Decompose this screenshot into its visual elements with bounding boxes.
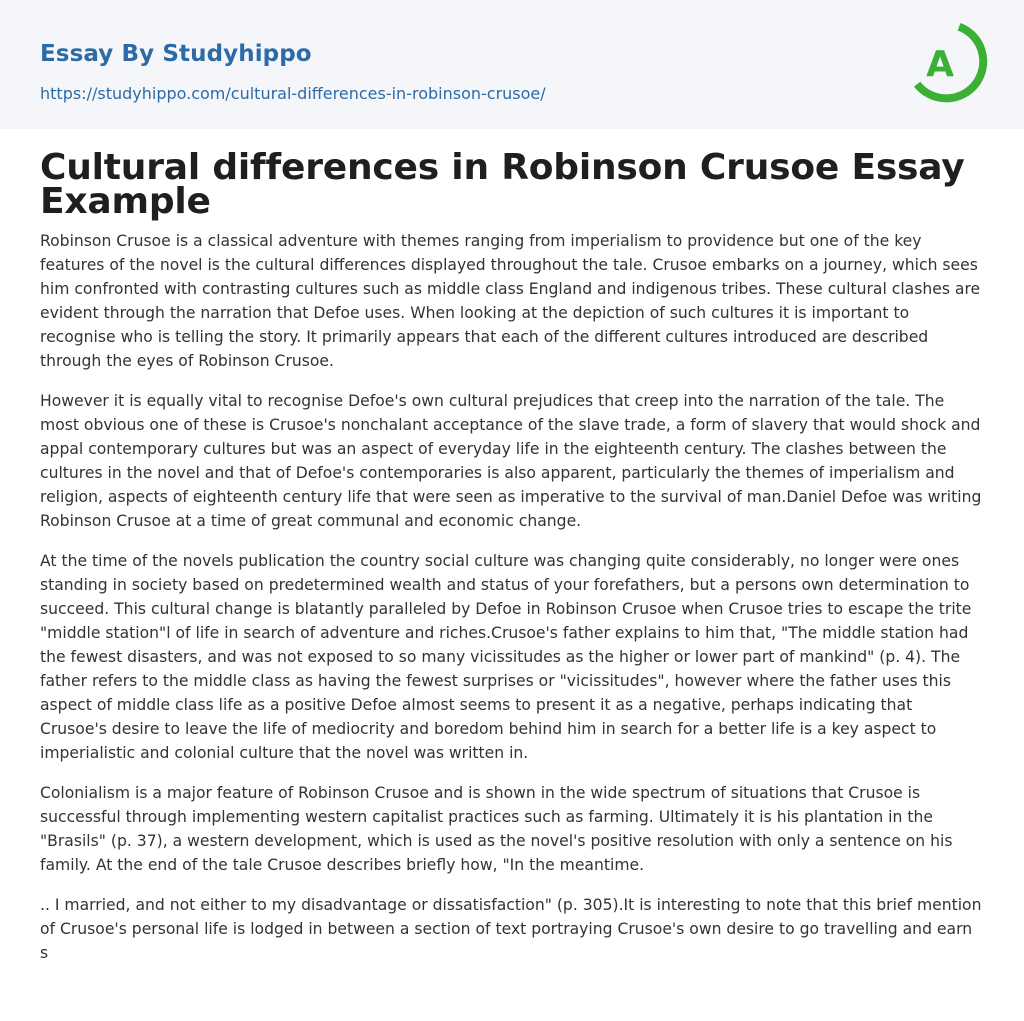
brand-title[interactable]: Essay By Studyhippo <box>40 41 312 67</box>
article-paragraph: Colonialism is a major feature of Robinson Crusoe and is shown in the wide spectrum of situations that Crusoe is successful through implementing western capitalist practices such as farming. Ultimately it is his plantation in the "Brasils" (p. 37), a western development, which is used as the novel's positive resolution with only a sentence on his family. At the end of the tale Crusoe describes briefly how, "In the meantime. <box>40 784 953 874</box>
page-title: Cultural differences in Robinson Crusoe Essay Example <box>40 147 965 222</box>
logo-letter: A <box>926 44 954 85</box>
article-paragraph: Robinson Crusoe is a classical adventure with themes ranging from imperialism to providence but one of the key features of the novel is the cultural differences displayed throughout the tale. Crusoe embarks on a journey, which sees him confronted with contrasting cultures such as middle class England and indigenous tribes. These cultural clashes are evident through the narration that Defoe uses. When looking at the depiction of such cultures it is important to recognise who is telling the story. It primarily appears that each of the different cultures introduced are described through the eyes of Robinson Crusoe. <box>40 232 981 370</box>
article-paragraph: At the time of the novels publication the country social culture was changing quite considerably, no longer were ones standing in society based on predetermined wealth and status of your forefathers, but a persons own determination to succeed. This cultural change is blatantly paralleled by Defoe in Robinson Crusoe when Crusoe tries to escape the trite "middle station"l of life in search of adventure and riches.Crusoe's father explains to him that, "The middle station had the fewest disasters, and was not exposed to so many vicissitudes as the higher or lower part of mankind" (p. 4). The father refers to the middle class as having the fewest surprises or "vicissitudes", however where the father uses this aspect of middle class life as a positive Defoe almost seems to present it as a negative, perhaps indicating that Crusoe's desire to leave the life of mediocrity and boredom behind him in search for a better life is a key aspect to imperialistic and colonial culture that the novel was written in. <box>40 552 972 762</box>
site-header <box>0 0 1024 129</box>
article-paragraph: .. I married, and not either to my disadvantage or dissatisfaction" (p. 305).It is interesting to note that this brief mention of Crusoe's personal life is lodged in between a section of text portraying Crusoe's own desire to go travelling and earn s <box>40 896 982 962</box>
article-body <box>0 147 1024 965</box>
article-paragraph: However it is equally vital to recognise Defoe's own cultural prejudices that creep into the narration of the tale. The most obvious one of these is Crusoe's nonchalant acceptance of the slave trade, a form of slavery that would shock and appal contemporary cultures but was an aspect of everyday life in the eighteenth century. The clashes between the cultures in the novel and that of Defoe's contemporaries is also apparent, particularly the themes of imperialism and religion, aspects of eighteenth century life that were seen as imperative to the survival of man.Daniel Defoe was writing Robinson Crusoe at a time of great communal and economic change. <box>40 392 982 530</box>
studyhippo-logo-icon[interactable] <box>911 18 989 106</box>
source-url-link[interactable]: https://studyhippo.com/cultural-differences-in-robinson-crusoe/ <box>40 84 546 103</box>
